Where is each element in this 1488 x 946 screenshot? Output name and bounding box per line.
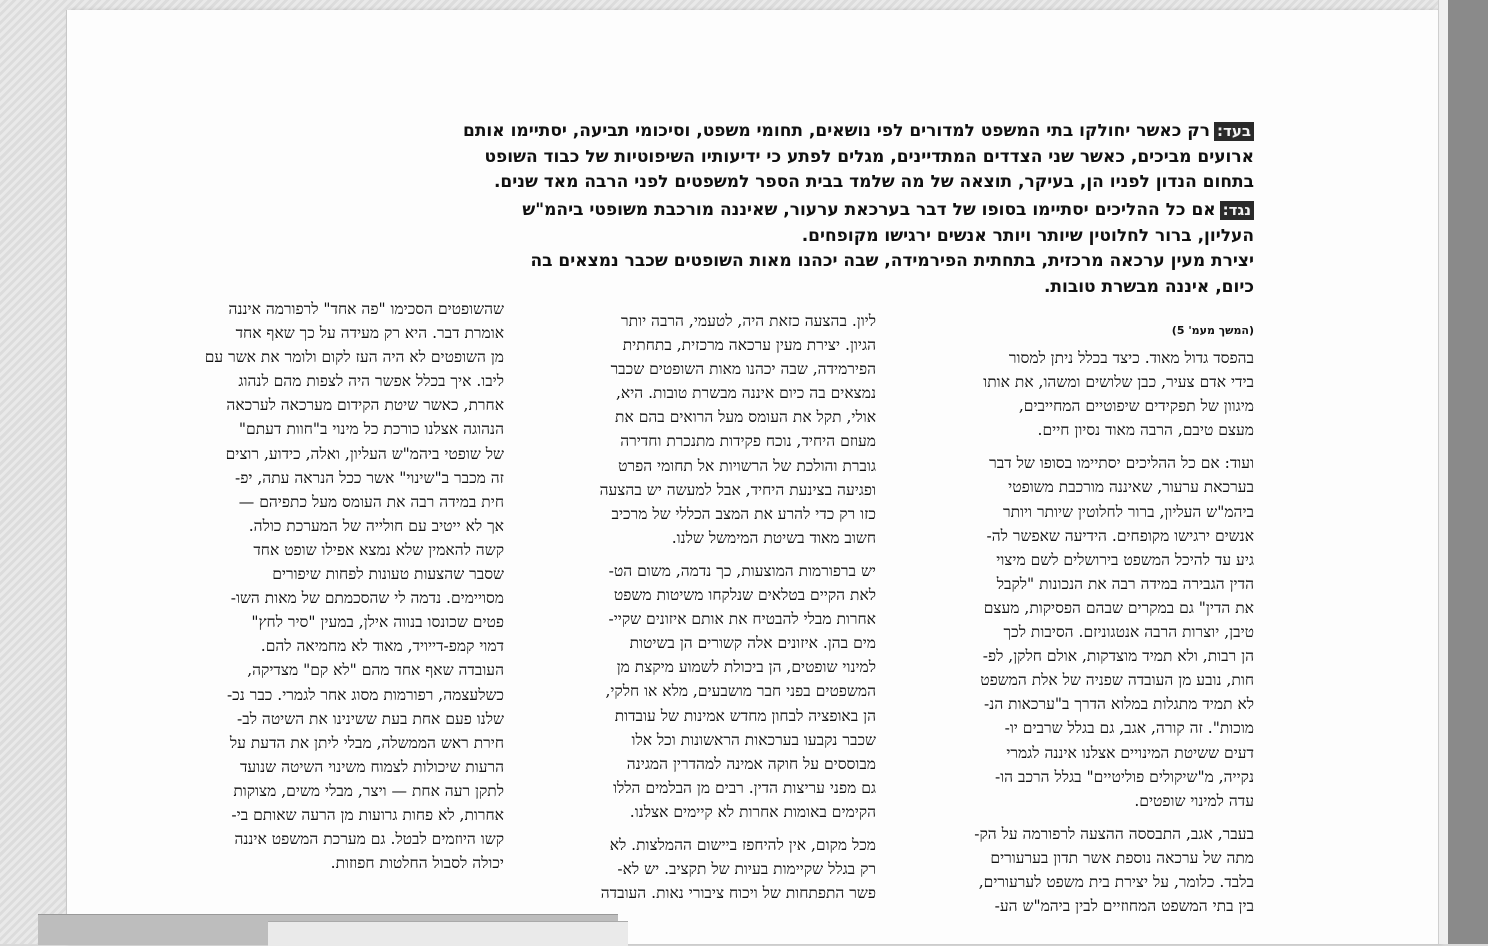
text-line: שסבר שהצעות טעונות לפחות שיפורים [272, 565, 504, 584]
pro-tag: בעד: [1214, 122, 1254, 141]
text-line: חית במידה רבה את העומס מעל כתפיהם — [238, 492, 504, 511]
text-line: הן רבות, ולא תמיד מוצדקות, אולם חלקן, לפ- [982, 647, 1254, 666]
text-line: הפירמידה, שבה יכהנו מאות השופטים שכבר [610, 360, 876, 379]
text-line: הקימים באומות אחרות לא קיימים אצלנו. [629, 802, 876, 821]
text-line: חות, נובע מן העובדה שפניה של אלת המשפט [980, 671, 1254, 690]
con-line: יצירת מעין ערכאה מרכזית, בתחתית הפירמידה, שבה יכהנו מאות השופטים שכבר נמצאים בה [530, 251, 1254, 271]
text-line: חשוב מאוד בשיטת המימשל שלנו. [671, 528, 876, 547]
text-line: אך לא ייטיב עם חולייה של המערכת כולה. [248, 516, 504, 535]
text-line: בעבר, אגב, התבססה ההצעה לרפורמה על הק- [974, 824, 1254, 843]
text-line: אנשים ירגישו מקופחים. הידיעה שאפשר לה- [986, 526, 1254, 545]
pro-line: ארועים מביכים, כאשר שני הצדדים המתדיינים, מגלים לפתע כי ידיעותיו השיפוטיות של כבוד השופט [484, 146, 1254, 167]
text-line: מיגוון של תפקידים שיפוטיים המחייבים, [1018, 397, 1254, 416]
text-line: לאת הקיים בטלאים שנלקחו משיטות משפט [613, 586, 876, 605]
text-line: ליבו. איך בכלל אפשר היה לצפות מהם לנהוג [238, 372, 504, 391]
text-line: בערכאת ערעור, שאיננה מורכבת משופטי [1008, 478, 1254, 497]
text-line: שהשופטים הסכימו "פה אחד" לרפורמה איננה [228, 300, 504, 318]
text-line: אומרת דבר. היא רק מעידה על כך שאף אחד [235, 324, 504, 343]
continued-from-label: (המשך מעמ' 5) [1171, 324, 1254, 337]
text-line: בידי אדם צעיר, כבן שלושים ומשהו, את אותו [983, 373, 1254, 392]
text-line: בין בתי המשפט המחוזיים לבין ביהמ"ש הע- [994, 897, 1254, 916]
text-line: קשו היוזמים לבטל. גם מערכת המשפט איננה [234, 830, 504, 849]
paragraph-gap [514, 550, 876, 559]
text-line: עדה למינוי שופטים. [1134, 791, 1254, 810]
paragraph-gap [884, 813, 1254, 822]
text-line: ליון. בהצעה כזאת היה, לטעמי, הרבה יותר [621, 312, 876, 330]
text-line: יש ברפורמות המוצעות, כך נדמה, משום הט- [608, 561, 876, 580]
pro-argument-block [372, 119, 1254, 196]
text-line: מים בהן. איזונים אלה קשורים הן בשיטות [629, 634, 876, 653]
text-line: מסויימים. נדמה לי שהסכמתם של מאות השו- [230, 589, 504, 608]
underlying-page-scrap [268, 921, 628, 946]
text-line: למינוי שופטים, הן ביכולת לשמוע מיקצת מן [616, 658, 876, 677]
text-line: הגיון. יצירת מעין ערכאה מרכזית, בתחתית [622, 336, 876, 355]
text-line: כזו רק כדי להרע את המצב הכללי של מרכיב [611, 504, 876, 523]
text-line: גוברת והולכת של הרשויות אל תחומי הפרט [618, 456, 876, 475]
text-line: ועוד: אם כל ההליכים יסתיימו בסופו של דבר [989, 454, 1254, 473]
text-line: מתה של ערכאה נוספת אשר תדון בערעורים [990, 848, 1254, 867]
text-line: לא תמיד מתגלות במלוא הדרך ב"ערכאות הנ- [984, 695, 1254, 714]
text-line: הן באופציה לבחון מחדש אמינות של עובדות [614, 706, 876, 725]
text-line: ביהמ"ש העליון, ברור לחלוטין שיותר ויותר [1002, 502, 1254, 521]
text-line: נמצאים בה כיום איננה מבשרת טובות. היא, [615, 384, 876, 403]
text-line: מכל מקום, אין להיחפז ביישום ההמלצות. לא [609, 835, 876, 854]
text-line: הנהוגה אצלנו כורכת כל מינוי ב"חוות דעתם" [238, 420, 504, 439]
text-line: אולי, תקל את העומס מעל הרואים בהם את [615, 408, 876, 427]
text-line: גיע עד להיכל המשפט בירושלים לשם מיצוי [996, 550, 1254, 569]
text-line: הרעות שיכולות לצמוח משינוי השיטה שנועד [239, 757, 504, 776]
text-line: את הדין" גם במקרים שבהם הפסיקות, מעצם [983, 598, 1254, 617]
text-line: נקייה, מ"שיקולים פוליטיים" בגלל הרכב הו- [994, 767, 1254, 786]
text-line: דעים ששיטת המינויים אצלנו איננה לגמרי [1006, 743, 1254, 762]
pro-line [372, 119, 1254, 145]
scanner-border [1448, 0, 1488, 944]
text-line: גם מפני עריצות הדין. רבים מן הבלמים הללו [613, 778, 876, 797]
pro-line-text: רק כאשר יחולקו בתי המשפט למדורים לפי נושאים, תחומי משפט, וסיכומי תביעה, יסתיימו אותם [462, 121, 1211, 141]
text-line: לתקן רעה אחת — ויצר, מבלי משים, מצוקות [233, 781, 504, 800]
text-line: פטים שכונסו בנווה אילן, במעין "סיר לחץ" [251, 613, 504, 632]
pro-line: בתחום הנדון לפניו הן, בעיקר, תוצאה של מה שלמד בבית הספר למשפטים לפני הרבה מאד שנים. [493, 172, 1254, 192]
text-line: מן השופטים לא היה העז לקום ולומר את אשר עם [204, 348, 504, 367]
con-line: כיום, איננה מבשרת טובות. [1043, 276, 1254, 297]
text-line: ופגיעה בצינעת היחיד, אבל למעשה יש בהצעה [599, 480, 876, 499]
text-line: מעצם טיבם, הרבה מאוד נסיון חיים. [1037, 421, 1254, 440]
article-column-1 [884, 346, 1254, 918]
text-line: אחרות מבלי להבטיח את אותם איזונים שקיי- [608, 610, 876, 629]
text-line: שכבר נקבעו בערכאות הראשונות וכל אלו [631, 730, 876, 749]
text-line: יכולה לסבול החלטות חפוזות. [330, 854, 504, 873]
text-line: שלנו פעם אחת בעת ששינינו את השיטה לב- [237, 709, 504, 728]
con-line: העליון, ברור לחלוטין שיותר ויותר אנשים ירגישו מקופחים. [801, 225, 1254, 246]
text-line: זה מכבר ב"שינוי" אשר ככל הנראה עתה, יפ- [235, 468, 504, 487]
text-line: המשפטים בפני חבר מושבעים, מלא או חלקי, [605, 682, 876, 701]
text-line: בלבד. כלומר, על יצירת בית משפט לערעורים, [978, 872, 1254, 891]
text-line: אחרות, לא פחות גרועות מן הרעה שאותם בי- [231, 805, 504, 824]
text-line: של שופטי ביהמ"ש העליון, ואלה, כידוע, רוצים [225, 444, 504, 463]
paragraph-gap [884, 442, 1254, 451]
text-line: הדין הגבירה במידה רבה את הנכונות "לקבל [996, 574, 1254, 593]
text-line: רק בגלל שקיימות בעיות של תקציב. יש לא- [617, 860, 876, 879]
text-line: פשר התפתחות של ויכוח ציבורי נאות. העובדה [600, 884, 876, 903]
con-tag: נגד: [1220, 201, 1254, 220]
text-line: כשלעצמה, רפורמות מסוג אחר לגמרי. כבר נכ- [226, 685, 504, 704]
text-line: בהפסד גדול מאוד. כיצד בכלל ניתן למסור [1008, 349, 1254, 367]
article-column-3 [138, 297, 504, 875]
text-line: דמוי קמפ-דייויד, מאוד לא מחמיאה להם. [260, 637, 504, 656]
text-line: חירת ראש הממשלה, מבלי ליתן את הדעת על [229, 733, 504, 752]
text-line: אחרת, כאשר שיטת הקידום מערכאה לערכאה [226, 396, 504, 415]
con-line-text: אם כל ההליכים יסתיימו בסופו של דבר בערכאת ערעור, שאיננה מורכבת משופטי ביהמ"ש [522, 200, 1216, 220]
article-column-2 [514, 309, 876, 905]
text-line: מעוזם היחיד, נוכח פקידות מתנכרת וחדירה [620, 432, 876, 451]
text-line: מבוססים על חוקה אמינה למהדרין המגינה [626, 754, 876, 773]
text-line: מוכות". זה קורה, אגב, גם בגלל שרבים יו- [1004, 719, 1254, 738]
text-line: טיבן, יוצרות הרבה אנטגוניזם. הסיבות לכך [1003, 623, 1254, 642]
text-line: העובדה שאף אחד מהם "לא קם" מצדיקה, [247, 661, 504, 680]
con-line [158, 198, 1254, 224]
paragraph-gap [514, 824, 876, 833]
con-argument-block [158, 198, 1254, 300]
text-line: קשה להאמין שלא נמצא אפילו שופט אחד [253, 540, 504, 559]
underlying-page [38, 914, 618, 945]
